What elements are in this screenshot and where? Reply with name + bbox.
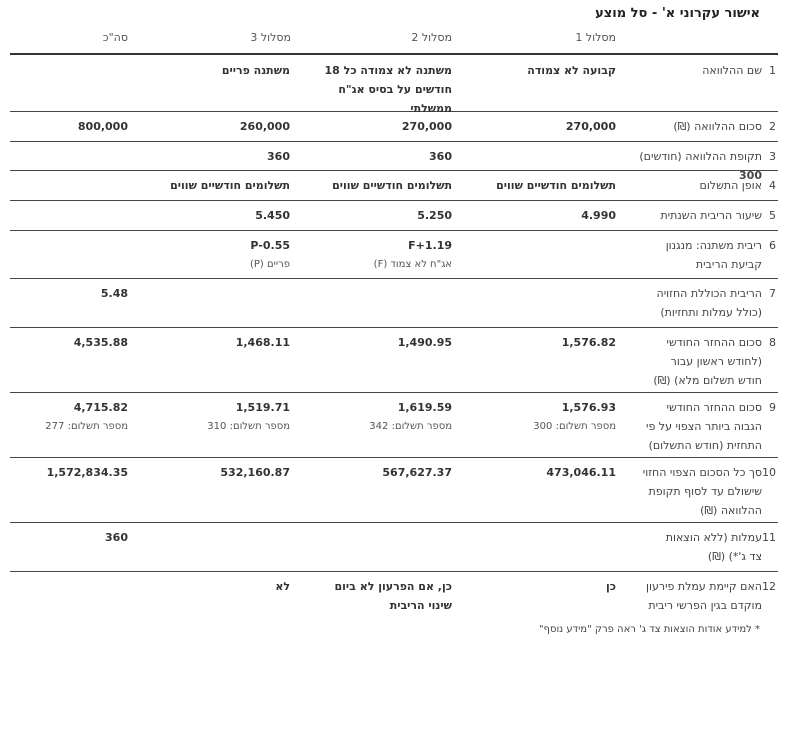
cell-c2 bbox=[294, 398, 452, 436]
row-label-line: קביעת הריבית bbox=[695, 258, 762, 271]
cell-c2 bbox=[294, 117, 452, 136]
cell-tot bbox=[0, 284, 128, 303]
cell-value: 800,000 bbox=[77, 120, 128, 133]
route-1-period-value: 300 bbox=[739, 169, 762, 182]
row-number: 4 bbox=[769, 179, 776, 192]
row-number: 9 bbox=[769, 401, 776, 414]
row-label bbox=[624, 333, 762, 390]
cell-subtext: מספר תשלום: 300 bbox=[533, 421, 616, 432]
row-divider bbox=[10, 571, 778, 572]
row-label-line: סכום ההחזר החודשי bbox=[666, 336, 762, 349]
row-label bbox=[624, 176, 762, 195]
cell-value: 360 bbox=[267, 150, 290, 163]
cell-c3 bbox=[132, 577, 290, 596]
row-label-line: ריבית משתנה: מנגנון bbox=[665, 239, 762, 252]
cell-value: 532,160.87 bbox=[220, 466, 290, 479]
cell-c3 bbox=[132, 61, 290, 80]
row-label-line: סכום ההחזר החודשי bbox=[666, 401, 762, 414]
cell-value: 1,576.93 bbox=[561, 401, 616, 414]
row-label-line: חודש תשלום מלא) (₪) bbox=[653, 374, 762, 387]
row-divider bbox=[10, 200, 778, 201]
row-label bbox=[624, 398, 762, 455]
cell-c1 bbox=[458, 61, 616, 80]
cell-c3 bbox=[132, 463, 290, 482]
cell-c1 bbox=[458, 176, 616, 195]
cell-c3 bbox=[132, 333, 290, 352]
footnote: * למידע אודות הוצאות צד ג' ראה פרק "מידע נוסף" bbox=[538, 624, 760, 635]
cell-c3 bbox=[132, 147, 290, 166]
cell-c3 bbox=[132, 398, 290, 436]
row-label-line: סכום ההלוואה (₪) bbox=[673, 120, 762, 133]
cell-value: 567,627.37 bbox=[382, 466, 452, 479]
cell-c2 bbox=[294, 147, 452, 166]
cell-tot bbox=[0, 333, 128, 352]
cell-subtext: מספר תשלום: 277 bbox=[45, 421, 128, 432]
cell-value: F+1.19 bbox=[408, 239, 452, 252]
cell-subtext: פריים (P) bbox=[249, 259, 290, 270]
row-label-line: הגבוה ביותר הצפוי על פי bbox=[645, 420, 762, 433]
cell-value: P-0.55 bbox=[250, 239, 290, 252]
cell-value: 270,000 bbox=[401, 120, 452, 133]
cell-value: תשלומים חודשיים שווים bbox=[496, 179, 616, 192]
cell-value: 1,619.59 bbox=[397, 401, 452, 414]
row-number: 7 bbox=[769, 287, 776, 300]
cell-value: שינוי הריבית bbox=[389, 599, 452, 612]
row-number: 8 bbox=[769, 336, 776, 349]
row-number: 2 bbox=[769, 120, 776, 133]
row-label-line: מוקדם בגין הפרשי ריבית bbox=[648, 599, 762, 612]
cell-value: 360 bbox=[429, 150, 452, 163]
cell-c3 bbox=[132, 206, 290, 225]
cell-value: 1,490.95 bbox=[397, 336, 452, 349]
cell-value: ממשלתי bbox=[410, 102, 452, 115]
row-number: 6 bbox=[769, 239, 776, 252]
row-label-line: צד ג'*) (₪) bbox=[707, 550, 762, 563]
cell-value: משתנה לא צמודה כל 18 bbox=[324, 64, 452, 77]
cell-tot bbox=[0, 528, 128, 547]
row-divider bbox=[10, 522, 778, 523]
row-label-line: (כולל עמלות ותחזיות) bbox=[660, 306, 762, 319]
row-label-line: עמלות (ללא הוצאות bbox=[665, 531, 762, 544]
cell-value: תשלומים חודשיים שווים bbox=[170, 179, 290, 192]
cell-tot bbox=[0, 463, 128, 482]
row-number: 3 bbox=[769, 150, 776, 163]
cell-c2 bbox=[294, 61, 452, 118]
row-label-line: אופן התשלום bbox=[699, 179, 762, 192]
cell-value: חודשים על בסיס אג"ח bbox=[338, 83, 452, 96]
row-number: 11 bbox=[762, 531, 776, 544]
cell-value: קבועה לא צמודה bbox=[527, 64, 616, 77]
row-label bbox=[624, 463, 762, 520]
row-number: 10 bbox=[762, 466, 776, 479]
cell-value: לא bbox=[275, 580, 290, 593]
cell-value: 5.48 bbox=[100, 287, 128, 300]
cell-value: 5.250 bbox=[417, 209, 452, 222]
cell-tot bbox=[0, 117, 128, 136]
row-label-line: שם ההלוואה bbox=[702, 64, 762, 77]
row-divider bbox=[10, 327, 778, 328]
row-label bbox=[624, 236, 762, 274]
cell-c2 bbox=[294, 333, 452, 352]
cell-value: 5.450 bbox=[255, 209, 290, 222]
cell-value: 1,468.11 bbox=[235, 336, 290, 349]
cell-c3 bbox=[132, 117, 290, 136]
row-label-line: סך כל הסכום הצפוי החזוי bbox=[642, 466, 762, 479]
row-divider bbox=[10, 457, 778, 458]
row-label-line: האם קיימת עמלת פירעון bbox=[645, 580, 762, 593]
cell-subtext: אג"ח לא צמוד (F) bbox=[373, 259, 452, 270]
cell-value: כן bbox=[605, 580, 616, 593]
cell-subtext: מספר תשלום: 310 bbox=[207, 421, 290, 432]
cell-value: תשלומים חודשיים שווים bbox=[332, 179, 452, 192]
row-label-line: הריבית הכוללת החזויה bbox=[656, 287, 762, 300]
cell-c3 bbox=[132, 176, 290, 195]
row-label bbox=[624, 206, 762, 225]
row-number: 5 bbox=[769, 209, 776, 222]
row-divider bbox=[10, 392, 778, 393]
cell-c3 bbox=[132, 236, 290, 274]
column-header-route-3: מסלול 3 bbox=[250, 31, 291, 44]
column-header-total: סה"כ bbox=[102, 31, 128, 44]
cell-subtext: מספר תשלום: 342 bbox=[369, 421, 452, 432]
row-label-line: (לחודש ראשון עבור bbox=[670, 355, 762, 368]
row-number: 12 bbox=[762, 580, 776, 593]
cell-value: 4,535.88 bbox=[73, 336, 128, 349]
cell-c1 bbox=[458, 463, 616, 482]
cell-value: 4,715.82 bbox=[73, 401, 128, 414]
cell-tot bbox=[0, 398, 128, 436]
row-label-text: תקופת ההלוואה (חודשים) bbox=[639, 150, 762, 163]
cell-value: 260,000 bbox=[239, 120, 290, 133]
row-label bbox=[624, 284, 762, 322]
row-divider bbox=[10, 141, 778, 142]
cell-c1 bbox=[458, 333, 616, 352]
column-header-route-2: מסלול 2 bbox=[411, 31, 452, 44]
row-divider bbox=[10, 278, 778, 279]
cell-value: משתנה פריים bbox=[221, 64, 290, 77]
cell-value: 1,572,834.35 bbox=[46, 466, 128, 479]
cell-c2 bbox=[294, 176, 452, 195]
cell-c2 bbox=[294, 577, 452, 615]
cell-value: 360 bbox=[105, 531, 128, 544]
row-label bbox=[624, 61, 762, 80]
cell-value: 473,046.11 bbox=[546, 466, 616, 479]
page-title: אישור עקרוני א' - סל מוצע bbox=[595, 6, 760, 21]
cell-c1 bbox=[458, 577, 616, 596]
cell-c1 bbox=[458, 117, 616, 136]
cell-c1 bbox=[458, 398, 616, 436]
cell-value: כן, אם הפרעון לא ביום bbox=[334, 580, 452, 593]
row-label-line: שישולם עד לסוף תקופת bbox=[648, 485, 762, 498]
cell-c2 bbox=[294, 463, 452, 482]
cell-c1 bbox=[458, 206, 616, 225]
cell-c2 bbox=[294, 236, 452, 274]
row-label bbox=[624, 528, 762, 566]
row-number: 1 bbox=[769, 64, 776, 77]
column-header-route-1: מסלול 1 bbox=[575, 31, 616, 44]
row-divider bbox=[10, 53, 778, 55]
row-label bbox=[624, 577, 762, 615]
row-label-line: התחזית (חודש התשלום) bbox=[648, 439, 762, 452]
cell-value: 1,519.71 bbox=[235, 401, 290, 414]
row-label-line: ההלוואה (₪) bbox=[700, 504, 762, 517]
cell-value: 1,576.82 bbox=[561, 336, 616, 349]
row-label-line: שיעור הריבית השנתית bbox=[660, 209, 762, 222]
cell-value: 4.990 bbox=[581, 209, 616, 222]
row-label bbox=[624, 117, 762, 136]
row-divider bbox=[10, 230, 778, 231]
cell-value: 270,000 bbox=[565, 120, 616, 133]
cell-c2 bbox=[294, 206, 452, 225]
